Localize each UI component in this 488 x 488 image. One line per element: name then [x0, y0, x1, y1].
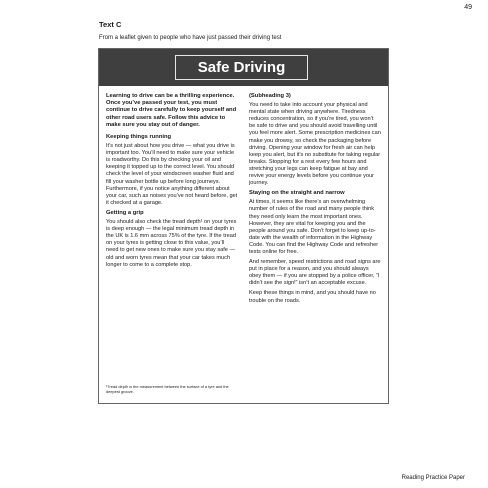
footnote: ¹Tread depth is the measurement between the surface of a tyre and the deepest groove.	[106, 384, 229, 394]
text-label: Text C	[99, 20, 122, 29]
section-body-subheading-3: You need to take into account your physical and mental state when driving anywhere. Tiredness reduces concentration, so if you’re tired, you won’t be safe to drive and you should avoid travelling until you feel more alert. Some prescription medicines can make you drowsy, so check the packaging before driving. Opening your window for fresh air can help keep you alert, but it’s no substitute for taking regular breaks. Stopping for a rest every few hours and stretching your legs can keep fatigue at bay and revive your energy levels before you continue your journey.	[249, 102, 381, 187]
title-banner	[99, 49, 388, 86]
page-number: 49	[464, 4, 472, 11]
left-column	[106, 93, 238, 272]
section-body-keeping-things-running: It’s not just about how you drive — what you drive is important too. You’ll need to make sure your vehicle is roadworthy. Do this by checking your oil and keeping it topped up to the correct level. You should check the level of your windscreen washer fluid and fill your washer bottle up before long journeys. Furthermore, if you notice anything different about your car, such as noises you’ve not heard before, get it checked at a garage.	[106, 143, 238, 206]
intro-paragraph: Learning to drive can be a thrilling experience. Once you’ve passed your test, you must continue to drive carefully to keep yourself and other road users safe. Follow this advice to make sure you stay out of danger.	[106, 93, 237, 128]
section-heading-keeping-things-running: Keeping things running	[106, 134, 172, 141]
leaflet-title: Safe Driving	[175, 55, 308, 80]
section-body-getting-a-grip: You should also check the tread depth¹ on your tyres is deep enough — the legal minimum tread depth in the UK is 1.6 mm across 75% of the tyre. If the tread on your tyres is getting close to this value, you’ll need to get new ones to make sure you stay safe — old and worn tyres mean that your car takes much longer to come to a complete stop.	[106, 219, 237, 268]
section-heading-getting-a-grip: Getting a grip	[106, 209, 144, 216]
leaflet	[98, 48, 389, 404]
right-column	[249, 93, 381, 308]
section-body-straight-and-narrow-1: At times, it seems like there’s an overwhelming number of rules of the road and many people think they need only learn the most important ones. However, they are vital for keeping you and the people around you safe. Don’t forget to keep up-to-date with the wealth of information in the Highway Code. You can find the Highway Code and refresher tests online for free.	[249, 199, 379, 255]
section-heading-subheading-3: (Subheading 3)	[249, 93, 291, 99]
source-line: From a leaflet given to people who have just passed their driving test	[99, 35, 282, 41]
section-body-straight-and-narrow-2: And remember, speed restrictions and road signs are put in place for a reason, and you should always obey them — if you are stopped by a police officer, “I didn’t see the sign!” isn’t an acceptable excuse.	[249, 259, 381, 287]
closing-paragraph: Keep these things in mind, and you should have no trouble on the roads.	[249, 290, 376, 304]
footer-label: Reading Practice Paper	[401, 475, 465, 481]
section-heading-straight-and-narrow: Staying on the straight and narrow	[249, 190, 345, 197]
